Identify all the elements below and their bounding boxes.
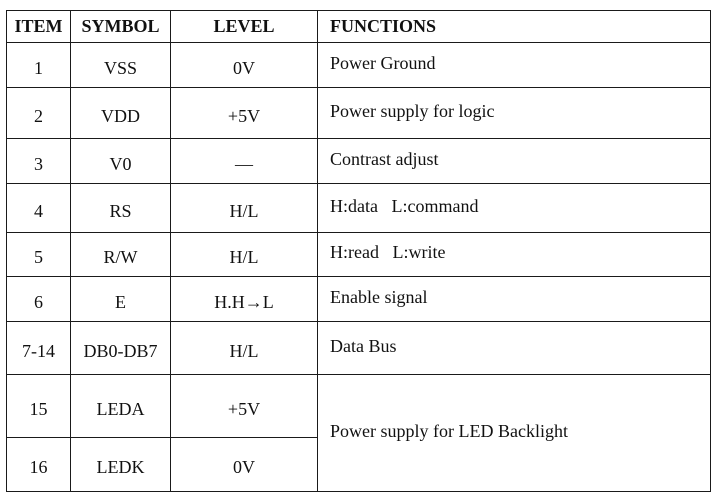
cell-function: Data Bus [318,322,711,375]
table-row [7,88,711,139]
table-row [7,322,711,375]
table-row [7,139,711,184]
cell-function: Power Ground [318,43,711,88]
header-item: ITEM [7,11,71,43]
cell-symbol: DB0-DB7 [71,322,171,375]
cell-level: H/L [171,184,318,233]
cell-function: Enable signal [318,277,711,322]
cell-item: 7-14 [7,322,71,375]
cell-level: H/L [171,233,318,277]
table-header-row [7,11,711,43]
cell-item: 16 [7,438,71,492]
header-symbol: SYMBOL [71,11,171,43]
cell-item: 5 [7,233,71,277]
table-row [7,233,711,277]
cell-item: 3 [7,139,71,184]
cell-function: H:read L:write [318,233,711,277]
cell-item: 15 [7,375,71,438]
cell-symbol: R/W [71,233,171,277]
cell-item: 2 [7,88,71,139]
table-row [7,43,711,88]
table-row [7,277,711,322]
cell-function-merged: Power supply for LED Backlight [318,375,711,492]
cell-level: H/L [171,322,318,375]
table-row [7,375,711,438]
cell-symbol: LEDA [71,375,171,438]
cell-symbol: VDD [71,88,171,139]
table-row [7,184,711,233]
cell-level: — [171,139,318,184]
cell-item: 1 [7,43,71,88]
cell-level: 0V [171,438,318,492]
cell-function: H:data L:command [318,184,711,233]
cell-function: Contrast adjust [318,139,711,184]
header-functions: FUNCTIONS [318,11,711,43]
cell-level: +5V [171,88,318,139]
cell-symbol: V0 [71,139,171,184]
cell-symbol: VSS [71,43,171,88]
cell-item: 4 [7,184,71,233]
cell-function: Power supply for logic [318,88,711,139]
cell-level: 0V [171,43,318,88]
cell-item: 6 [7,277,71,322]
cell-level: H.H→L [171,277,318,322]
cell-symbol: LEDK [71,438,171,492]
cell-symbol: RS [71,184,171,233]
cell-symbol: E [71,277,171,322]
cell-level: +5V [171,375,318,438]
header-level: LEVEL [171,11,318,43]
pin-function-table [6,10,711,492]
